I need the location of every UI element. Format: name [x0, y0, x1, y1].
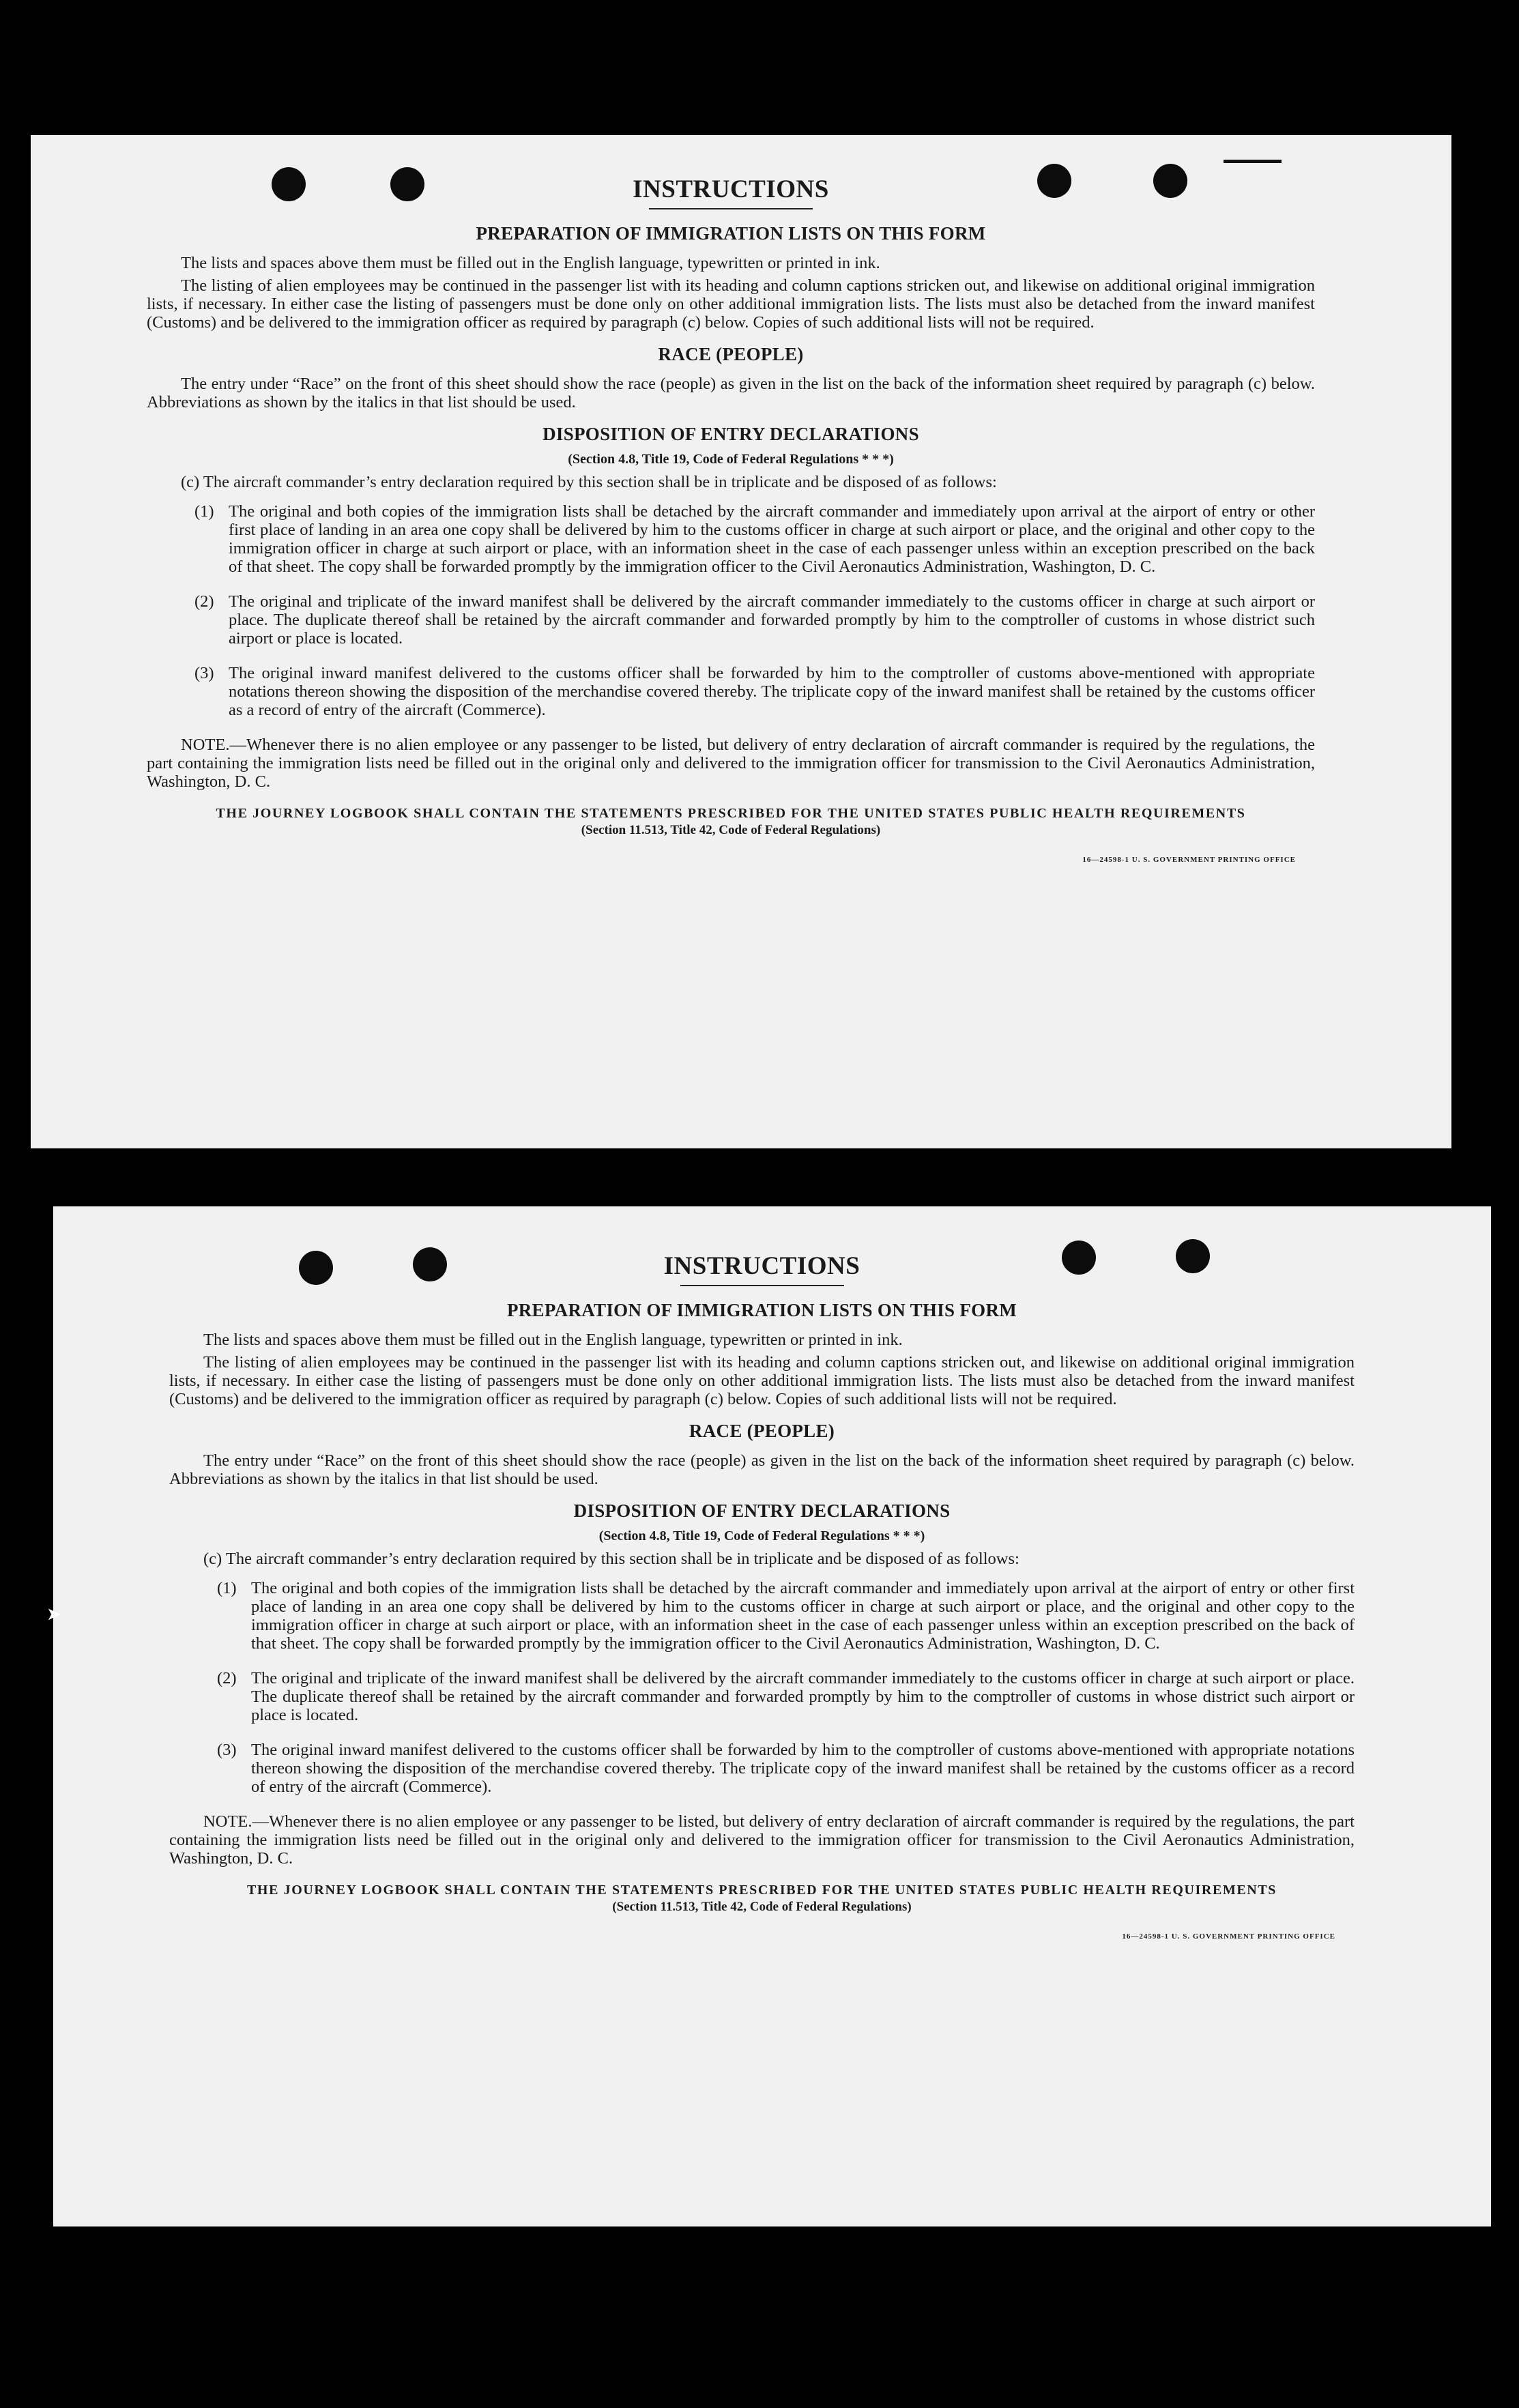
- section-heading-disposition: DISPOSITION OF ENTRY DECLARATIONS: [542, 424, 919, 444]
- ink-mark: [1224, 160, 1282, 163]
- list-item-text: The original and triplicate of the inward manifest shall be delivered by the aircraft commander immediately to the customs officer in charge at such airport or place. The duplicate thereof shall be retained by the aircraft commander and forwarded promptly by him to the comptroller of customs in whose district such airport or place is located.: [251, 1669, 1355, 1724]
- list-item-number: (2): [194, 592, 214, 611]
- paragraph-language: The lists and spaces above them must be filled out in the English language, typewritten or printed in ink.: [181, 254, 880, 272]
- title-rule: [680, 1285, 844, 1286]
- list-item: [217, 1579, 1355, 1653]
- printer-imprint: 16—24598-1 U. S. GOVERNMENT PRINTING OFFICE: [1082, 856, 1296, 864]
- footer-citation: (Section 11.513, Title 42, Code of Federal Regulations): [581, 823, 881, 837]
- paragraph-listing: The listing of alien employees may be continued in the passenger list with its heading and column captions stricken out, and likewise on additional original immigration lists, if necessary. In either case the listing of passengers must be done only on other additional immigration lists. The lists must also be detached from the inward manifest (Customs) and be delivered to the immigration officer as required by paragraph (c) below. Copies of such additional lists will not be required.: [169, 1353, 1355, 1408]
- footer-requirement: THE JOURNEY LOGBOOK SHALL CONTAIN THE STATEMENTS PRESCRIBED FOR THE UNITED STATES PUBLIC HEALTH REQUIREMENTS: [246, 1883, 1277, 1898]
- sheet-content: [169, 1251, 1355, 1941]
- note-paragraph: NOTE.—Whenever there is no alien employee or any passenger to be listed, but delivery of entry declaration of aircraft commander is required by the regulations, the part containing the immigration lists need be filled out in the original only and delivered to the immigration officer for transmission to the Civil Aeronautics Administration, Washington, D. C.: [147, 736, 1315, 791]
- section-heading-preparation: PREPARATION OF IMMIGRATION LISTS ON THIS FORM: [506, 1300, 1017, 1320]
- list-item-text: The original inward manifest delivered to the customs officer shall be forwarded by him to the comptroller of customs above-mentioned with appropriate notations thereon showing the disposition of the merchandise covered thereby. The triplicate copy of the inward manifest shall be retained by the customs officer as a record of entry of the aircraft (Commerce).: [229, 664, 1315, 719]
- footer-requirement: THE JOURNEY LOGBOOK SHALL CONTAIN THE STATEMENTS PRESCRIBED FOR THE UNITED STATES PUBLIC HEALTH REQUIREMENTS: [216, 806, 1246, 821]
- page-title: INSTRUCTIONS: [663, 1252, 860, 1280]
- list-item: [194, 502, 1315, 576]
- list-item-text: The original inward manifest delivered to the customs officer shall be forwarded by him to the comptroller of customs above-mentioned with appropriate notations thereon showing the disposition of the merchandise covered thereby. The triplicate copy of the inward manifest shall be retained by the customs officer as a record of entry of the aircraft (Commerce).: [251, 1741, 1355, 1796]
- section-heading-preparation: PREPARATION OF IMMIGRATION LISTS ON THIS FORM: [476, 223, 986, 244]
- page-title: INSTRUCTIONS: [633, 175, 829, 203]
- footer-citation: (Section 11.513, Title 42, Code of Federal Regulations): [612, 1900, 912, 1914]
- instruction-sheet-2: [53, 1206, 1491, 2226]
- list-item: [194, 664, 1315, 719]
- list-item-text: The original and both copies of the immigration lists shall be detached by the aircraft commander and immediately upon arrival at the airport of entry or other first place of landing in an area one copy shall be delivered by him to the customs officer in charge at such airport or place, and the original and other copy to the immigration officer in charge at such airport or place, with an information sheet in the case of each passenger unless within an exception prescribed on the back of that sheet. The copy shall be forwarded promptly by the immigration officer to the Civil Aeronautics Administration, Washington, D. C.: [251, 1579, 1355, 1653]
- paragraph-c: (c) The aircraft commander’s entry declaration required by this section shall be in triplicate and be disposed of as follows:: [181, 473, 997, 491]
- list-item-number: (3): [194, 664, 214, 682]
- paragraph-race: The entry under “Race” on the front of this sheet should show the race (people) as given in the list on the back of the information sheet required by paragraph (c) below. Abbreviations as shown by the italics in that list should be used.: [147, 375, 1315, 411]
- list-item-number: (1): [217, 1579, 237, 1597]
- list-item-text: The original and both copies of the immigration lists shall be detached by the aircraft commander and immediately upon arrival at the airport of entry or other first place of landing in an area one copy shall be delivered by him to the customs officer in charge at such airport or place, and the original and other copy to the immigration officer in charge at such airport or place, with an information sheet in the case of each passenger unless within an exception prescribed on the back of that sheet. The copy shall be forwarded promptly by the immigration officer to the Civil Aeronautics Administration, Washington, D. C.: [229, 502, 1315, 576]
- arrow-mark-icon: ➤: [46, 1604, 61, 1625]
- paragraph-listing: The listing of alien employees may be continued in the passenger list with its heading and column captions stricken out, and likewise on additional original immigration lists, if necessary. In either case the listing of passengers must be done only on other additional immigration lists. The lists must also be detached from the inward manifest (Customs) and be delivered to the immigration officer as required by paragraph (c) below. Copies of such additional lists will not be required.: [147, 276, 1315, 332]
- title-rule: [649, 208, 813, 209]
- list-item-number: (3): [217, 1741, 237, 1759]
- section-heading-race: RACE (PEOPLE): [689, 1421, 835, 1441]
- paragraph-language: The lists and spaces above them must be filled out in the English language, typewritten or printed in ink.: [203, 1331, 903, 1349]
- printer-imprint: 16—24598-1 U. S. GOVERNMENT PRINTING OFFICE: [1122, 1932, 1335, 1941]
- section-heading-race: RACE (PEOPLE): [658, 344, 804, 364]
- list-item: [217, 1669, 1355, 1724]
- section-citation: (Section 4.8, Title 19, Code of Federal Regulations * * *): [568, 452, 894, 467]
- note-paragraph: NOTE.—Whenever there is no alien employee or any passenger to be listed, but delivery of entry declaration of aircraft commander is required by the regulations, the part containing the immigration lists need be filled out in the original only and delivered to the immigration officer for transmission to the Civil Aeronautics Administration, Washington, D. C.: [169, 1812, 1355, 1868]
- section-citation: (Section 4.8, Title 19, Code of Federal Regulations * * *): [598, 1528, 925, 1543]
- section-heading-disposition: DISPOSITION OF ENTRY DECLARATIONS: [573, 1500, 951, 1521]
- list-item-number: (2): [217, 1669, 237, 1687]
- list-item: [194, 592, 1315, 648]
- paragraph-race: The entry under “Race” on the front of this sheet should show the race (people) as given in the list on the back of the information sheet required by paragraph (c) below. Abbreviations as shown by the italics in that list should be used.: [169, 1451, 1355, 1488]
- paragraph-c: (c) The aircraft commander’s entry declaration required by this section shall be in triplicate and be disposed of as follows:: [203, 1550, 1019, 1568]
- sheet-content: [147, 175, 1315, 864]
- list-item-text: The original and triplicate of the inward manifest shall be delivered by the aircraft commander immediately to the customs officer in charge at such airport or place. The duplicate thereof shall be retained by the aircraft commander and forwarded promptly by him to the comptroller of customs in whose district such airport or place is located.: [229, 592, 1315, 648]
- list-item-number: (1): [194, 502, 214, 521]
- list-item: [217, 1741, 1355, 1796]
- instruction-sheet-1: [31, 135, 1451, 1148]
